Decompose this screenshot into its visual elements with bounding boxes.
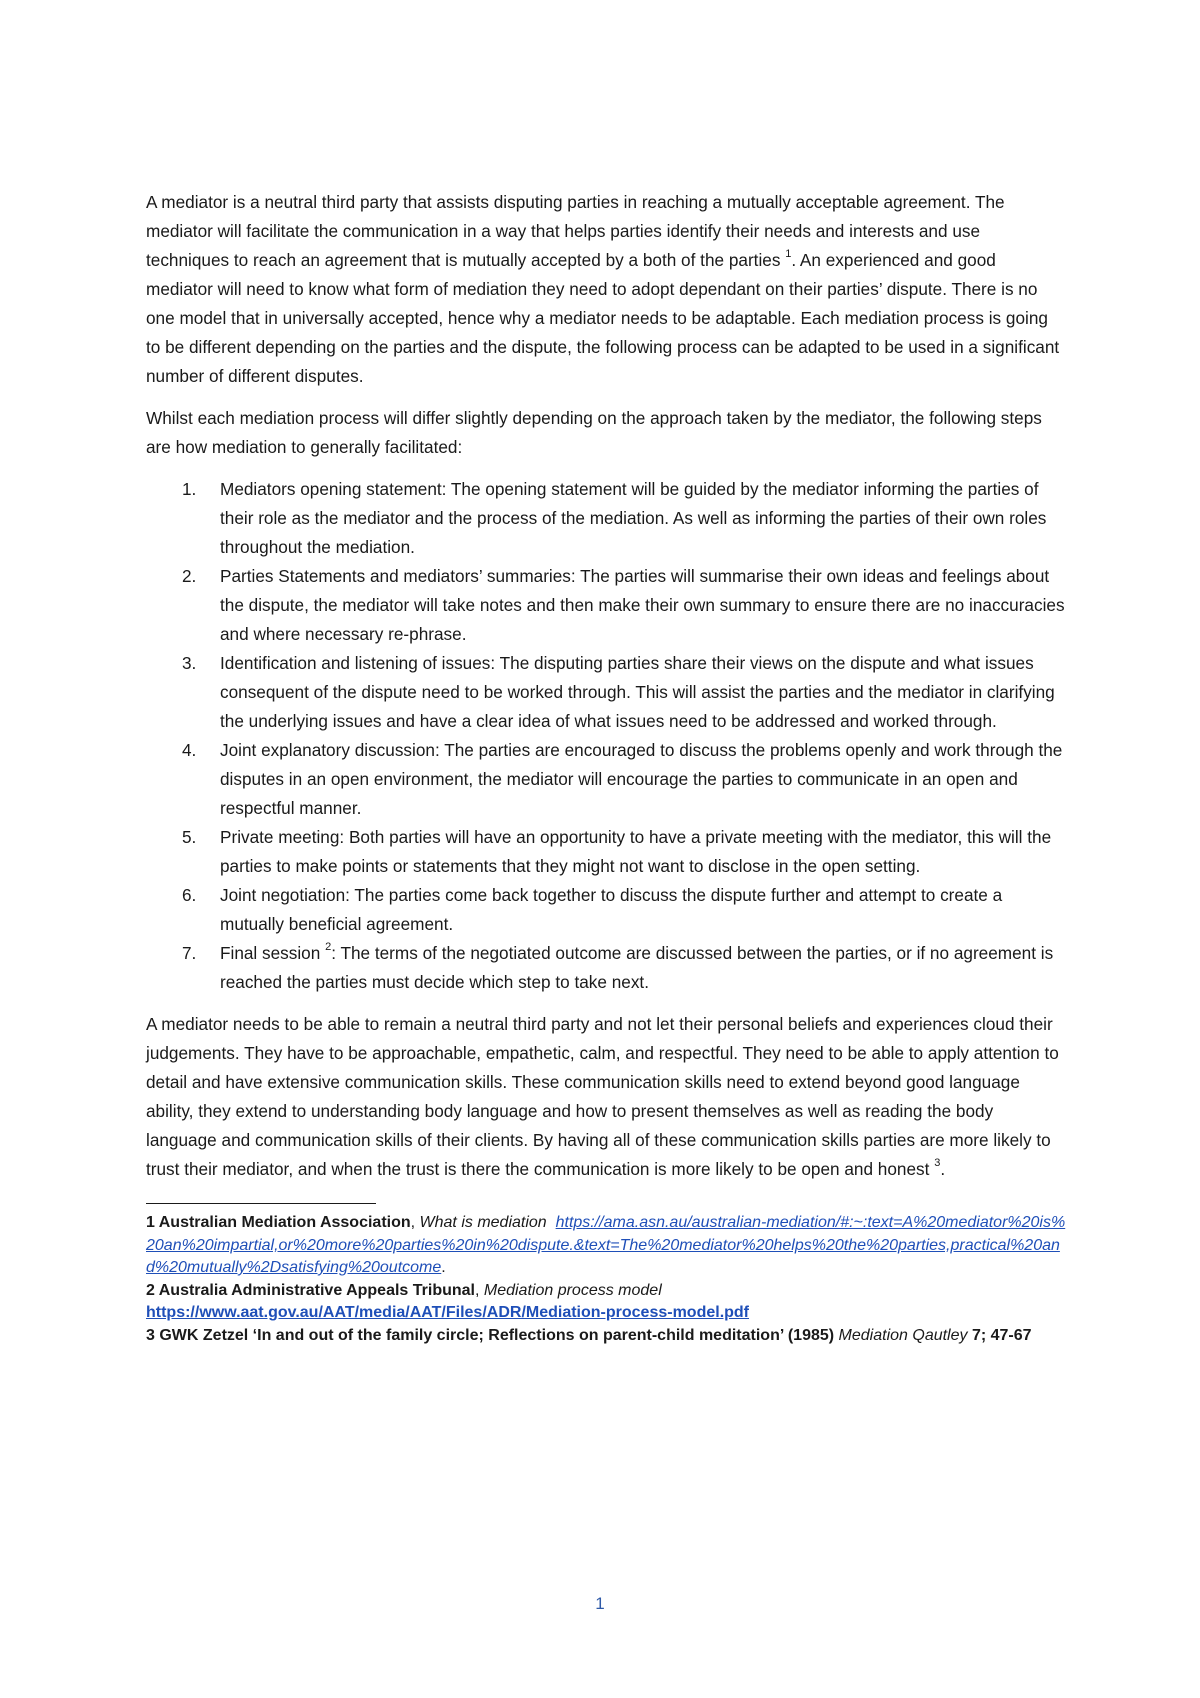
list-number: 2. [182, 566, 197, 586]
list-number: 5. [182, 827, 197, 847]
footnote-2-separator: , [474, 1281, 484, 1299]
list-item [146, 881, 1066, 939]
list-item [146, 939, 1066, 997]
list-item [146, 475, 1066, 562]
footnote-1 [146, 1212, 1066, 1280]
footnotes [146, 1212, 1066, 1347]
document-body [146, 188, 1066, 1347]
list-number: 1. [182, 479, 197, 499]
list-item [146, 736, 1066, 823]
intro-text-continued: . An experienced and good mediator will need to know what form of mediation they need to adopt dependant on their parties’ dispute. There is no one model that in universally accepted, hence why a mediator needs to be adaptable. Each mediation process is going to be different depending on the parties and the dispute, the following process can be adapted to be used in a significant number of different disputes. [146, 250, 1060, 386]
list-number: 6. [182, 885, 197, 905]
mediation-steps-list [146, 475, 1066, 997]
list-item-text: Private meeting: Both parties will have an opportunity to have a private meeting with the mediator, this will the parties to make points or statements that they might not want to disclose in the open setting. [220, 827, 1052, 876]
footnote-ref-1[interactable]: 1 [785, 248, 792, 261]
list-item-text: Joint negotiation: The parties come back together to discuss the dispute further and attempt to create a mutually beneficial agreement. [220, 885, 1003, 934]
footnote-3-journal: Mediation Qautley [838, 1326, 968, 1344]
skills-text: A mediator needs to be able to remain a neutral third party and not let their personal beliefs and experiences cloud their judgements. They have to be approachable, empathetic, calm, and respectful. They need to be able to apply attention to detail and have extensive communication skills. These communication skills need to extend beyond good language ability, they extend to understanding body language and how to present themselves as well as reading the body language and communication skills of their clients. By having all of these communication skills parties are more likely to trust their mediator, and when the trust is there the communication is more likely to be open and honest [146, 1014, 1059, 1179]
skills-text-end: . [940, 1159, 946, 1179]
intro-text: A mediator is a neutral third party that assists disputing parties in reaching a mutually acceptable agreement. The mediator will facilitate the communication in a way that helps parties identify their needs and interests and use techniques to reach an agreement that is mutually accepted by a both of the parties [146, 192, 1005, 270]
footnote-1-link[interactable]: https://ama.asn.au/australian-mediation/#:~:text=A%20mediator%20is%20an%20impartial,or%20more%20parties%20in%20dispute.&text=The%20mediator%20helps%20the%20parties,practical%20and%20mutually%2Dsatisfying%20outcome [146, 1214, 1066, 1276]
list-number: 4. [182, 740, 197, 760]
footnote-3-source: 3 GWK Zetzel ‘In and out of the family circle; Reflections on parent-child meditation’ (1985) [146, 1326, 839, 1344]
footnote-1-separator: , [410, 1214, 420, 1231]
footnote-3-citation: 7; 47-67 [967, 1326, 1032, 1344]
list-item-text: Mediators opening statement: The opening statement will be guided by the mediator informing the parties of their role as the mediator and the process of the mediation. As well as informing the parties of their own roles throughout the mediation. [220, 479, 1047, 557]
list-item [146, 649, 1066, 736]
footnote-3 [146, 1325, 1066, 1348]
list-item-text: Final session [220, 943, 326, 963]
list-number: 3. [182, 653, 197, 673]
list-number: 7. [182, 943, 197, 963]
footnote-1-title: What is mediation [419, 1214, 547, 1231]
footnote-2 [146, 1280, 1066, 1325]
list-item [146, 823, 1066, 881]
intro-paragraph [146, 188, 1066, 391]
footnote-separator [146, 1203, 376, 1204]
page-number: 1 [595, 1594, 605, 1613]
footnote-ref-3[interactable]: 3 [934, 1157, 941, 1170]
list-item-text: Joint explanatory discussion: The parties are encouraged to discuss the problems openly and work through the disputes in an open environment, the mediator will encourage the parties to communicate in an open and respectful manner. [220, 740, 1063, 818]
list-item-text: Parties Statements and mediators’ summaries: The parties will summarise their own ideas and feelings about the dispute, the mediator will take notes and then make their own summary to ensure there are no inaccuracies and where necessary re-phrase. [220, 566, 1065, 644]
footnote-1-end: . [441, 1259, 446, 1276]
steps-intro-paragraph: Whilst each mediation process will differ slightly depending on the approach taken by the mediator, the following steps are how mediation to generally facilitated: [146, 408, 1042, 457]
footnote-1-source: 1 Australian Mediation Association [146, 1214, 411, 1231]
list-item [146, 562, 1066, 649]
footnote-2-title: Mediation process model [483, 1281, 662, 1299]
footnote-2-link[interactable]: https://www.aat.gov.au/AAT/media/AAT/Files/ADR/Mediation-process-model.pdf [146, 1304, 750, 1321]
list-item-text-continued: : The terms of the negotiated outcome are discussed between the parties, or if no agreement is reached the parties must decide which step to take next. [220, 943, 1054, 992]
list-item-text: Identification and listening of issues: The disputing parties share their views on the dispute and what issues consequent of the dispute need to be worked through. This will assist the parties and the mediator in clarifying the underlying issues and have a clear idea of what issues need to be addressed and worked through. [220, 653, 1055, 731]
footnote-ref-2[interactable]: 2 [325, 941, 332, 954]
footnote-2-source: 2 Australia Administrative Appeals Tribunal [146, 1281, 475, 1299]
skills-paragraph [146, 1010, 1066, 1184]
